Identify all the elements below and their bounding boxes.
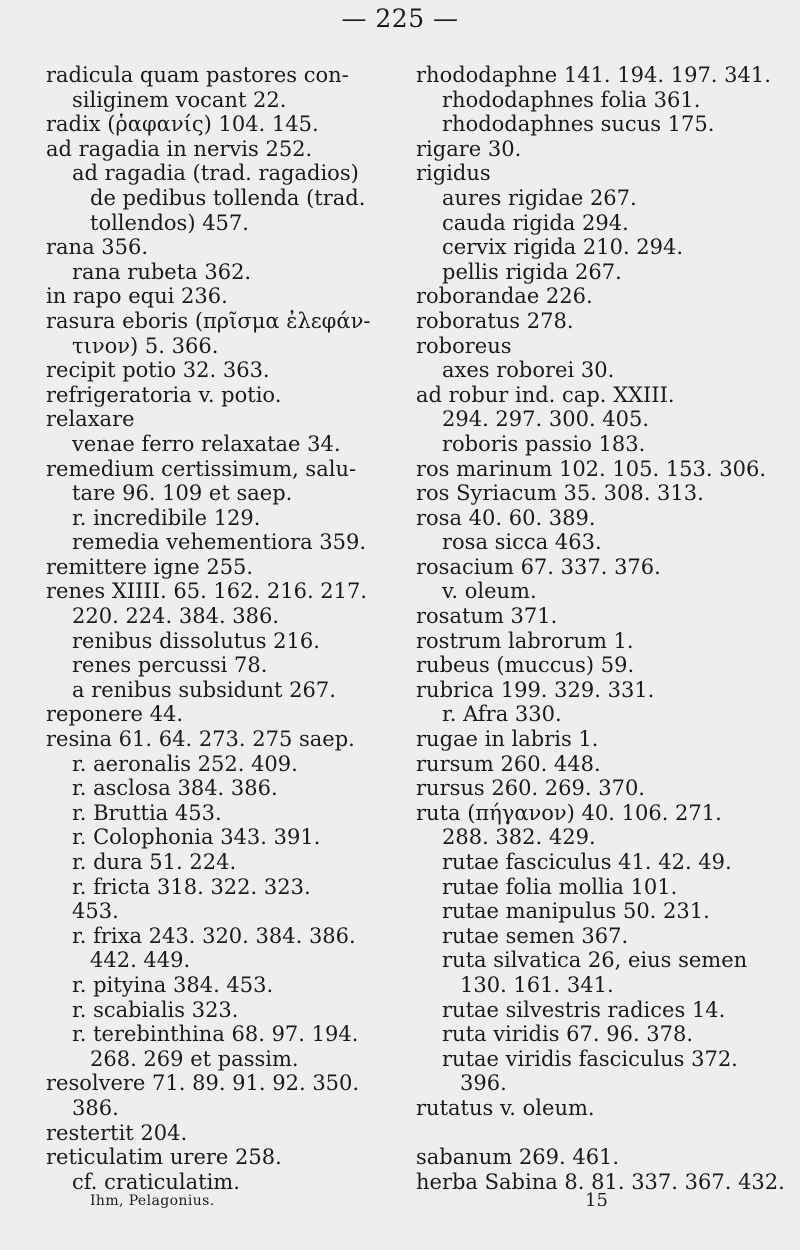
index-entry: remedia vehementiora 359. (72, 530, 367, 555)
index-entry: recipit potio 32. 363. (46, 358, 270, 383)
index-entry: rosacium 67. 337. 376. (416, 554, 661, 579)
index-entry: rigidus (416, 161, 491, 186)
index-entry: ad ragadia (trad. ragadios) (72, 161, 359, 186)
index-entry: siliginem vocant 22. (72, 87, 287, 112)
index-entry: radicula quam pastores con- (46, 63, 349, 87)
index-entry: herba Sabina 8. 81. 337. 367. 432. (416, 1169, 785, 1194)
index-entry: rutae folia mollia 101. (442, 874, 678, 899)
index-entry: ad robur ind. cap. XXIII. (416, 382, 675, 407)
index-entry: r. Colophonia 343. 391. (72, 825, 321, 850)
index-column-left (46, 63, 391, 1194)
index-entry: rutae viridis fasciculus 372. (442, 1046, 738, 1071)
index-entry: ros Syriacum 35. 308. 313. (416, 481, 704, 506)
index-entry: ad ragadia in nervis 252. (46, 136, 313, 161)
index-entry: remedium certissimum, salu- (46, 456, 357, 481)
index-entry: r. incredibile 129. (72, 505, 261, 530)
index-entry: renes percussi 78. (72, 653, 268, 678)
index-entry: ruta viridis 67. 96. 378. (442, 1022, 694, 1047)
index-entry: rursus 260. 269. 370. (416, 776, 645, 801)
index-entry: renes XIIII. 65. 162. 216. 217. (46, 579, 368, 604)
index-entry: rhododaphne 141. 194. 197. 341. (416, 63, 771, 87)
index-entry: r. terebinthina 68. 97. 194. (72, 1022, 359, 1047)
index-entry: rhododaphnes sucus 175. (442, 112, 715, 137)
index-entry: rutae silvestris radices 14. (442, 997, 726, 1022)
index-entry: renibus dissolutus 216. (72, 628, 320, 653)
index-entry: de pedibus tollenda (trad. (90, 185, 366, 210)
index-entry: r. scabialis 323. (72, 997, 239, 1022)
index-entry: rigare 30. (416, 136, 522, 161)
footer-signature: Ihm, Pelagonius. (90, 1193, 215, 1209)
index-entry: τινον) 5. 366. (72, 333, 219, 358)
index-entry: rursum 260. 448. (416, 751, 601, 776)
index-entry: 442. 449. (90, 948, 191, 973)
index-entry: ruta (πήγανον) 40. 106. 271. (416, 800, 722, 825)
index-entry: rutae semen 367. (442, 923, 629, 948)
index-entry: cervix rigida 210. 294. (442, 235, 684, 260)
index-entry: rosatum 371. (416, 604, 558, 629)
index-entry: resina 61. 64. 273. 275 saep. (46, 727, 355, 752)
index-entry: v. oleum. (442, 579, 537, 604)
index-entry: rubrica 199. 329. 331. (416, 677, 655, 702)
index-entry: rugae in labris 1. (416, 727, 599, 752)
index-entry: resolvere 71. 89. 91. 92. 350. (46, 1071, 360, 1096)
index-entry: rana 356. (46, 235, 149, 260)
index-entry: cf. craticulatim. (72, 1169, 240, 1194)
index-entry: rutae fasciculus 41. 42. 49. (442, 850, 732, 874)
index-entry: 288. 382. 429. (442, 825, 596, 850)
index-entry: restertit 204. (46, 1120, 188, 1145)
index-entry: cauda rigida 294. (442, 210, 629, 235)
index-entry: refrigeratoria v. potio. (46, 382, 282, 407)
index-entry: r. aeronalis 252. 409. (72, 751, 298, 776)
index-entry: roboratus 278. (416, 308, 574, 333)
index-entry: r. asclosa 384. 386. (72, 776, 278, 801)
index-entry: tollendos) 457. (90, 210, 249, 235)
index-entry (416, 1121, 776, 1146)
index-entry: rasura eboris (πρῖσμα ἐλεφάν- (46, 308, 371, 333)
index-entry: 396. (460, 1071, 507, 1096)
index-entry: 130. 161. 341. (460, 972, 614, 997)
index-entry: rostrum labrorum 1. (416, 628, 634, 653)
index-entry: r. Bruttia 453. (72, 800, 222, 825)
index-entry: pellis rigida 267. (442, 259, 622, 284)
index-column-right (416, 63, 785, 1194)
index-entry: 453. (72, 899, 119, 924)
index-entry: rutatus v. oleum. (416, 1095, 595, 1120)
index-entry: roboreus (416, 333, 512, 358)
index-entry: rutae manipulus 50. 231. (442, 899, 710, 924)
index-entry: r. dura 51. 224. (72, 850, 237, 874)
index-entry: r. pityina 384. 453. (72, 972, 274, 997)
index-entry: r. Afra 330. (442, 702, 562, 727)
index-entry: 386. (72, 1095, 119, 1120)
index-entry: a renibus subsidunt 267. (72, 677, 336, 702)
index-entry: axes roborei 30. (442, 358, 615, 383)
index-entry: in rapo equi 236. (46, 284, 228, 309)
index-entry: 294. 297. 300. 405. (442, 407, 650, 432)
index-entry: rhododaphnes folia 361. (442, 87, 701, 112)
index-entry: 220. 224. 384. 386. (72, 604, 280, 629)
index-entry: tare 96. 109 et saep. (72, 481, 293, 506)
index-entry: radix (ῥαφανίς) 104. 145. (46, 112, 319, 137)
index-entry: 268. 269 et passim. (90, 1046, 299, 1071)
index-entry: r. frixa 243. 320. 384. 386. (72, 923, 356, 948)
index-entry: remittere igne 255. (46, 554, 254, 579)
index-entry: rana rubeta 362. (72, 259, 252, 284)
index-entry: r. fricta 318. 322. 323. (72, 874, 311, 899)
index-entry: ruta silvatica 26, eius semen (442, 948, 748, 973)
index-entry: roborandae 226. (416, 284, 593, 309)
index-entry: sabanum 269. 461. (416, 1145, 620, 1170)
index-entry: rosa 40. 60. 389. (416, 505, 596, 530)
footer-sheet-number: 15 (585, 1190, 608, 1211)
index-entry: roboris passio 183. (442, 431, 646, 456)
index-entry: rosa sicca 463. (442, 530, 602, 555)
index-entry: aures rigidae 267. (442, 185, 637, 210)
index-entry: rubeus (muccus) 59. (416, 653, 635, 678)
index-entry: venae ferro relaxatae 34. (72, 431, 341, 456)
index-entry: reticulatim urere 258. (46, 1145, 282, 1170)
page-number: — 225 — (341, 4, 459, 33)
index-entry: ros marinum 102. 105. 153. 306. (416, 456, 767, 481)
index-entry: reponere 44. (46, 702, 184, 727)
index-entry: relaxare (46, 407, 135, 432)
